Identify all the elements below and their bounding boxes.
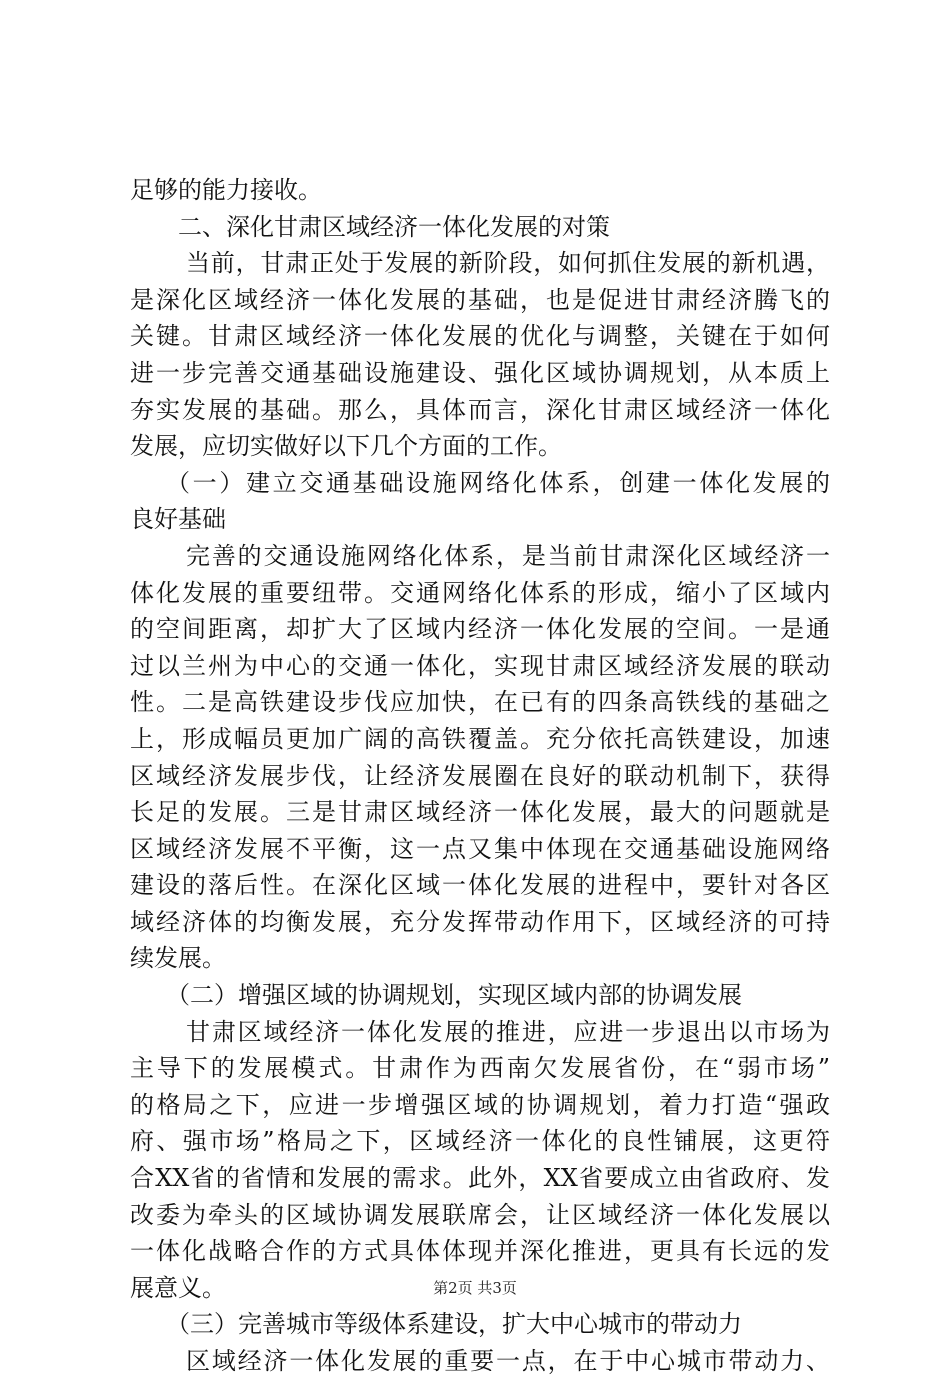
page-number-footer: 第2页 共3页 — [433, 1279, 517, 1297]
text-line: 发展，应切实做好以下几个方面的工作。 — [130, 432, 562, 461]
text-line: 当前，甘肃正处于发展的新阶段，如何抓住发展的新机遇， — [186, 249, 830, 278]
text-line: 的格局之下，应进一步增强区域的协调规划，着力打造“强政 — [130, 1090, 830, 1119]
text-line: 主导下的发展模式。甘肃作为西南欠发展省份，在“弱市场” — [130, 1054, 830, 1083]
text-line: 长足的发展。三是甘肃区域经济一体化发展，最大的问题就是 — [130, 798, 830, 827]
text-line: 进一步完善交通基础设施建设、强化区域协调规划，从本质上 — [130, 358, 830, 387]
text-line: 完善的交通设施网络化体系，是当前甘肃深化区域经济一 — [186, 541, 830, 570]
text-line: 是深化区域经济一体化发展的基础，也是促进甘肃经济腾飞的 — [130, 285, 830, 314]
text-line: 续发展。 — [130, 944, 226, 973]
subsection-heading-continued: 良好基础 — [130, 505, 226, 534]
text-line: 区域经济发展步伐，让经济发展圈在良好的联动机制下，获得 — [130, 761, 830, 790]
text-line: 建设的落后性。在深化区域一体化发展的进程中，要针对各区 — [130, 871, 830, 900]
subsection-heading: （一）建立交通基础设施网络化体系，创建一体化发展的 — [166, 468, 830, 497]
text-line: 性。二是高铁建设步伐应加快，在已有的四条高铁线的基础之 — [130, 688, 830, 717]
text-line: 夯实发展的基础。那么，具体而言，深化甘肃区域经济一体化 — [130, 395, 830, 424]
text-line: 甘肃区域经济一体化发展的推进，应进一步退出以市场为 — [186, 1017, 830, 1046]
section-heading: 二、深化甘肃区域经济一体化发展的对策 — [178, 212, 610, 241]
text-line: 过以兰州为中心的交通一体化，实现甘肃区域经济发展的联动 — [130, 651, 830, 680]
text-line: 的空间距离，却扩大了区域内经济一体化发展的空间。一是通 — [130, 615, 830, 644]
text-line: 区域经济一体化发展的重要一点，在于中心城市带动力、 — [186, 1347, 830, 1375]
subsection-heading: （三）完善城市等级体系建设，扩大中心城市的带动力 — [166, 1310, 742, 1339]
text-line: 域经济体的均衡发展，充分发挥带动作用下，区域经济的可持 — [130, 907, 830, 936]
text-line: 合XX省的省情和发展的需求。此外，XX省要成立由省政府、发 — [130, 1164, 830, 1193]
text-line: 区域经济发展不平衡，这一点又集中体现在交通基础设施网络 — [130, 834, 830, 863]
text-line: 府、强市场”格局之下，区域经济一体化的良性铺展，这更符 — [130, 1127, 830, 1156]
subsection-heading: （二）增强区域的协调规划，实现区域内部的协调发展 — [166, 981, 742, 1010]
document-body — [130, 172, 830, 1380]
text-line: 上，形成幅员更加广阔的高铁覆盖。充分依托高铁建设，加速 — [130, 724, 830, 753]
text-line: 足够的能力接收。 — [130, 176, 322, 204]
text-line: 体化发展的重要纽带。交通网络化体系的形成，缩小了区域内 — [130, 578, 830, 607]
text-line: 关键。甘肃区域经济一体化发展的优化与调整，关键在于如何 — [130, 322, 830, 351]
text-line: 一体化战略合作的方式具体体现并深化推进，更具有长远的发 — [130, 1237, 830, 1266]
text-line: 展意义。 — [130, 1273, 226, 1302]
text-line: 改委为牵头的区域协调发展联席会，让区域经济一体化发展以 — [130, 1200, 830, 1229]
